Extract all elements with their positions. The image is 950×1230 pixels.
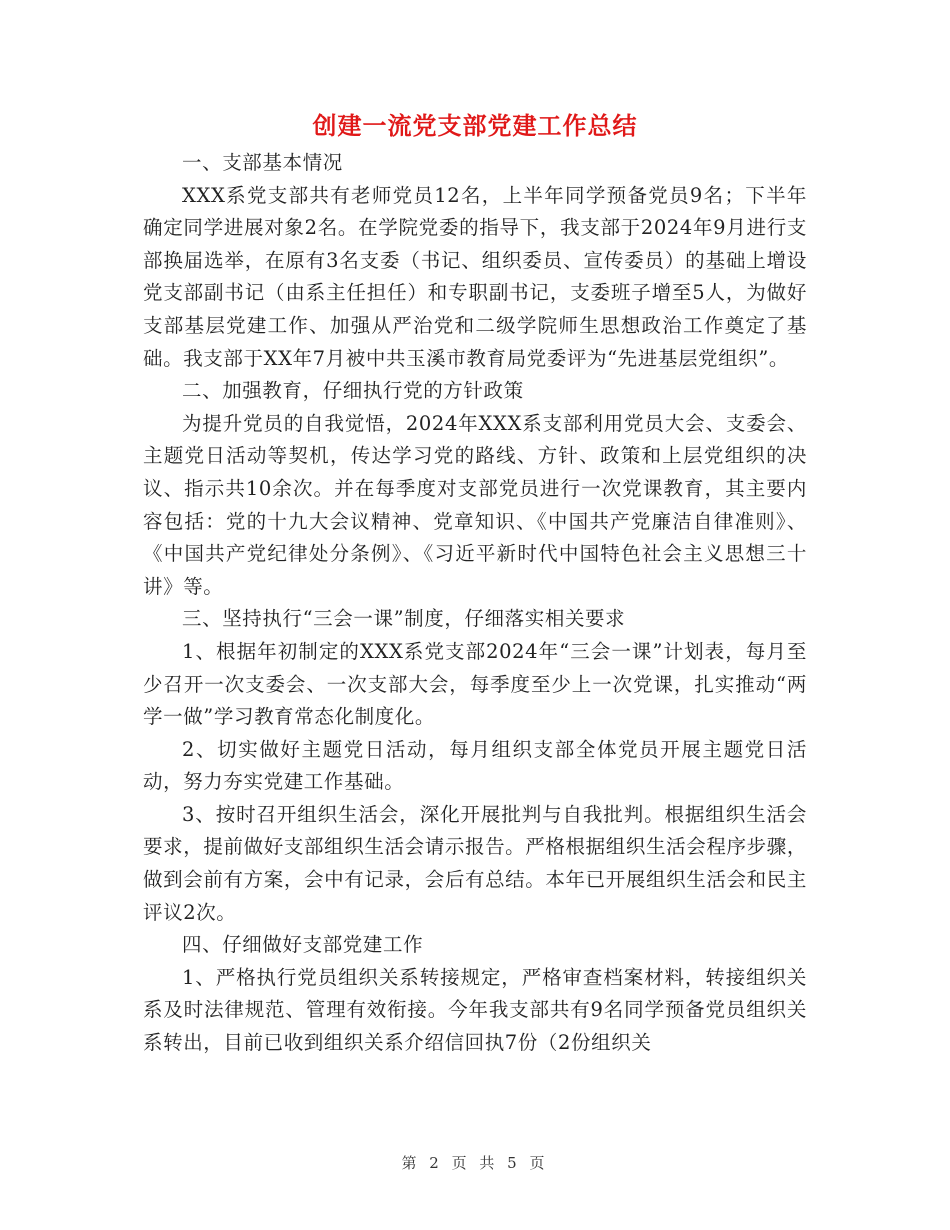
document-title: 创建一流党支部党建工作总结 <box>312 111 638 140</box>
paragraph-branch-overview: XXX系党支部共有老师党员12名，上半年同学预备党员9名；下半年确定同学进展对象2名。在学院党委的指导下，我支部于2024年9月进行支部换届选举，在原有3名支委（书记、组织委员、宣传委员）的基础上增设党支部副书记（由系主任担任）和专职副书记，支委班子增至5人，为做好支部基层党建工作、加强从严治党和二级学院师生思想政治工作奠定了基础。我支部于XX年7月被中共玉溪市教育局党委评为“先进基层党组织”。 <box>143 183 807 370</box>
paragraph-education: 为提升党员的自我觉悟，2024年XXX系支部利用党员大会、支委会、主题党日活动等契机，传达学习党的路线、方针、政策和上层党组织的决议、指示共10余次。并在每季度对支部党员进行一次党课教育，其主要内容包括：党的十九大会议精神、党章知识、《中国共产党廉洁自律准则》、《中国共产党纪律处分条例》、《习近平新时代中国特色社会主义思想三十讲》等。 <box>143 411 807 598</box>
page-number: 第 2 页 共 5 页 <box>401 1154 549 1172</box>
document-body <box>143 147 807 1060</box>
section-heading-2: 二、加强教育，仔细执行党的方针政策 <box>182 379 524 403</box>
section-heading-1: 一、支部基本情况 <box>182 151 343 174</box>
section-heading-4: 四、仔细做好支部党建工作 <box>182 933 424 957</box>
section-heading-3: 三、坚持执行“三会一课”制度，仔细落实相关要求 <box>182 607 626 631</box>
paragraph-item-3-3: 3、按时召开组织生活会，深化开展批判与自我批判。根据组织生活会要求，提前做好支部组织生活会请示报告。严格根据组织生活会程序步骤，做到会前有方案，会中有记录，会后有总结。本年已开展组织生活会和民主评议2次。 <box>143 802 807 924</box>
paragraph-item-3-2: 2、切实做好主题党日活动，每月组织支部全体党员开展主题党日活动，努力夯实党建工作基础。 <box>143 737 807 794</box>
paragraph-item-4-1: 1、严格执行党员组织关系转接规定，严格审查档案材料，转接组织关系及时法律规范、管理有效衔接。今年我支部共有9名同学预备党员组织关系转出，目前已收到组织关系介绍信回执7份（2份组织关 <box>143 965 807 1055</box>
paragraph-item-3-1: 1、根据年初制定的XXX系党支部2024年“三会一课”计划表，每月至少召开一次支委会、一次支部大会，每季度至少上一次党课，扎实推动“两学一做”学习教育常态化制度化。 <box>143 639 807 729</box>
